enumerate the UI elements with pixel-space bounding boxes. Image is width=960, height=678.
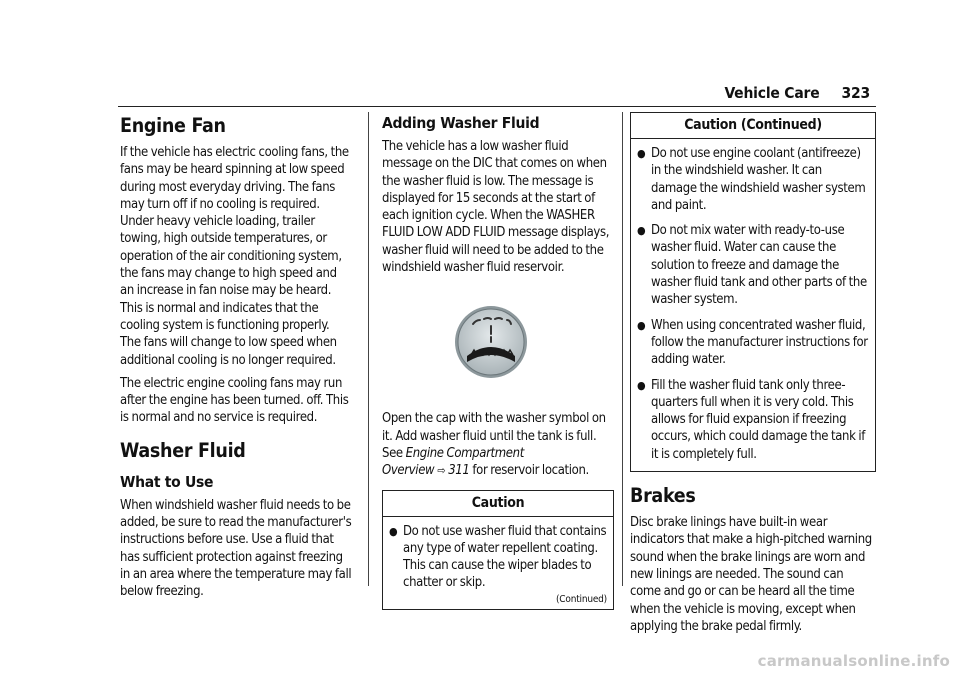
caution-bullet: ● Do not use washer fluid that contains any type of water repellent coating. This can cause the wiper blades to chatter or skip. [389,523,607,591]
watermark: carmanualsonline.info [757,652,950,670]
section-title: Vehicle Care [724,84,820,102]
engine-compartment-overview-link[interactable]: Engine Compartment Overview [382,445,524,479]
caution-bullet: ● Do not mix water with ready-to-use washer fluid. Water can cause the solution to freeze and damage the washer fluid tank and other parts of the washer system. [637,223,867,308]
bullet-icon: ● [389,524,398,538]
reference-page-number[interactable]: 311 [448,463,470,479]
page-number: 323 [841,84,870,102]
caution-bullet: ● When using concentrated washer fluid, follow the manufacturer instructions for adding water. [637,317,868,368]
open-cap-text: Open the cap with the washer symbol on it. Add washer fluid until the tank is full. See Engine Compartment Overview ⇨ 311 for reservoir location. [382,411,606,479]
bullet-icon: ● [637,147,646,160]
caution-continued-title: Caution (Continued) [631,113,875,139]
caution-title: Caution [383,491,613,517]
running-header [724,84,870,102]
brakes-heading: Brakes [630,484,696,508]
caution-bullet: ● Fill the washer fluid tank only three-quarters full when it is very cold. This allows for fluid expansion if freezing occurs, which could damage the tank if it is completely full. [637,377,866,462]
bullet-icon: ● [637,318,646,332]
column-2 [382,112,614,610]
caution-box [382,490,614,610]
column-3 [630,112,876,635]
adding-washer-fluid-text: The vehicle has a low washer fluid message on the DIC that comes on when the washer fluid is low. The message is displayed for 15 seconds at the start of each ignition cycle. When the WASHER FLUID LOW ADD FLUID message displays, washer fluid will need to be added to the windshield washer fluid reservoir. [382,139,610,276]
caution-continued-box [630,112,876,472]
adding-washer-fluid-heading: Adding Washer Fluid [382,114,540,132]
what-to-use-text: When windshield washer fluid needs to be added, be sure to read the manufacturer's instructions before use. Use a fluid that has sufficient protection against freezing in an area where the temperature may fall below freezing. [120,497,352,600]
engine-fan-heading: Engine Fan [120,114,226,137]
bullet-icon: ● [637,378,646,392]
what-to-use-heading: What to Use [120,472,214,491]
column-divider-2 [622,112,623,586]
bullet-icon: ● [637,224,646,238]
washer-fluid-heading: Washer Fluid [120,438,246,462]
column-divider-1 [368,112,369,586]
washer-fluid-symbol-icon [453,304,529,380]
header-rule [118,106,876,107]
caution-bullet: ● Do not use engine coolant (antifreeze) in the windshield washer. It can damage the windshield washer system and paint. [637,146,866,213]
page-reference-arrow-icon: ⇨ [437,464,446,478]
column-1 [120,112,352,601]
continued-label: (Continued) [556,593,607,605]
engine-fan-paragraph-1: If the vehicle has electric cooling fans, the fans may be heard spinning at low speed during most everyday driving. The fans may turn off if no cooling is required. Under heavy vehicle loading, trailer towing, high outside temperatures, or operation of the air conditioning system, the fans may change to high speed and an increase in fan noise may be heard. This is normal and indicates that the cooling system is functioning properly. The fans will change to low speed when additional cooling is no longer required. [120,145,349,368]
brakes-text: Disc brake linings have built-in wear indicators that make a high-pitched warning sound when the brake linings are worn and new linings are needed. The sound can come and go or can be heard all the time when the vehicle is moving, except when applying the brake pedal firmly. [630,515,872,634]
engine-fan-paragraph-2: The electric engine cooling fans may run after the engine has been turned. off. This is normal and no service is required. [120,375,349,426]
